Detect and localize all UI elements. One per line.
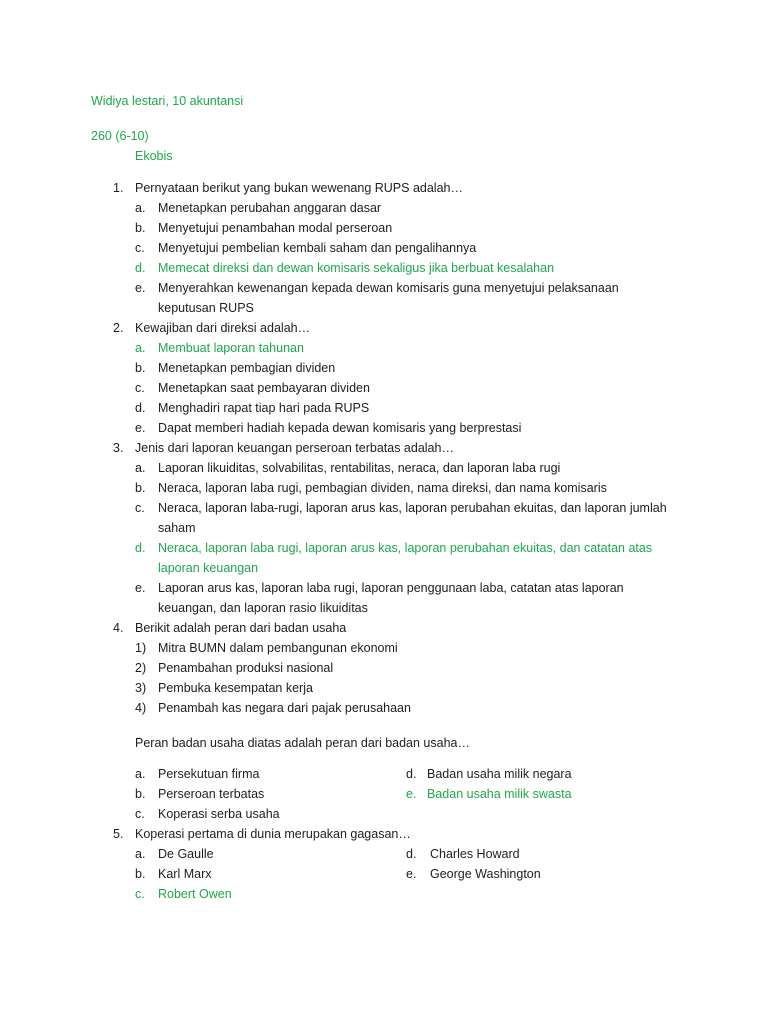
- option-label: e.: [135, 421, 146, 435]
- option-label: a.: [135, 767, 146, 781]
- item-text: Pembuka kesempatan kerja: [158, 681, 313, 695]
- page-reference: 260 (6-10): [91, 129, 149, 143]
- option-label-correct: d.: [135, 261, 146, 275]
- option-text: George Washington: [430, 867, 541, 881]
- option-text-continued: saham: [158, 521, 196, 535]
- option-label: e.: [135, 281, 146, 295]
- option-label: c.: [135, 381, 145, 395]
- option-text-continued: keuangan, dan laporan rasio likuiditas: [158, 601, 368, 615]
- option-text-correct: Memecat direksi dan dewan komisaris sekaligus jika berbuat kesalahan: [158, 261, 555, 275]
- option-label-correct: e.: [406, 787, 417, 801]
- option-label-correct: a.: [135, 341, 146, 355]
- question-text: Kewajiban dari direksi adalah…: [135, 321, 311, 335]
- question-number: 2.: [113, 321, 124, 335]
- question-text: Pernyataan berikut yang bukan wewenang RUPS adalah…: [135, 181, 463, 195]
- option-text: De Gaulle: [158, 847, 214, 861]
- item-label: 1): [135, 641, 147, 655]
- option-label: b.: [135, 787, 146, 801]
- option-text: Perseroan terbatas: [158, 787, 265, 801]
- option-label: b.: [135, 481, 146, 495]
- item-text: Penambahan produksi nasional: [158, 661, 334, 675]
- option-text-continued: keputusan RUPS: [158, 301, 254, 315]
- option-label-correct: d.: [135, 541, 146, 555]
- option-text: Badan usaha milik negara: [427, 767, 572, 781]
- option-label: c.: [135, 807, 145, 821]
- subject-title: Ekobis: [135, 149, 173, 163]
- option-text: Laporan likuiditas, solvabilitas, rentabilitas, neraca, dan laporan laba rugi: [158, 461, 561, 475]
- question-text: Berikit adalah peran dari badan usaha: [135, 621, 347, 635]
- option-label: a.: [135, 847, 146, 861]
- option-text: Charles Howard: [430, 847, 520, 861]
- option-label: b.: [135, 361, 146, 375]
- option-text: Neraca, laporan laba-rugi, laporan arus kas, laporan perubahan ekuitas, dan laporan jumlah: [158, 501, 667, 515]
- option-text: Persekutuan firma: [158, 767, 260, 781]
- option-label: d.: [406, 767, 417, 781]
- option-label: b.: [135, 221, 146, 235]
- option-text-correct-continued: laporan keuangan: [158, 561, 259, 575]
- option-label: c.: [135, 241, 145, 255]
- option-text: Karl Marx: [158, 867, 212, 881]
- option-label: d.: [406, 847, 417, 861]
- option-text-correct: Neraca, laporan laba rugi, laporan arus kas, laporan perubahan ekuitas, dan catatan atas: [158, 541, 653, 555]
- option-label: b.: [135, 867, 146, 881]
- option-label: d.: [135, 401, 146, 415]
- item-label: 4): [135, 701, 147, 715]
- option-label-correct: c.: [135, 887, 145, 901]
- option-text: Menyerahkan kewenangan kepada dewan komisaris guna menyetujui pelaksanaan: [158, 281, 619, 295]
- question-prompt: Peran badan usaha diatas adalah peran dari badan usaha…: [135, 736, 470, 750]
- option-text: Menetapkan pembagian dividen: [158, 361, 336, 375]
- option-text: Menetapkan perubahan anggaran dasar: [158, 201, 382, 215]
- question-text: Jenis dari laporan keuangan perseroan terbatas adalah…: [135, 441, 454, 455]
- option-text: Menyetujui pembelian kembali saham dan pengalihannya: [158, 241, 477, 255]
- question-number: 3.: [113, 441, 124, 455]
- item-label: 3): [135, 681, 147, 695]
- option-text-correct: Badan usaha milik swasta: [427, 787, 572, 801]
- option-label: a.: [135, 461, 146, 475]
- item-text: Penambah kas negara dari pajak perusahaan: [158, 701, 411, 715]
- option-text: Menetapkan saat pembayaran dividen: [158, 381, 370, 395]
- option-text: Menyetujui penambahan modal perseroan: [158, 221, 393, 235]
- option-text: Neraca, laporan laba rugi, pembagian dividen, nama direksi, dan nama komisaris: [158, 481, 607, 495]
- question-number: 1.: [113, 181, 124, 195]
- option-text: Koperasi serba usaha: [158, 807, 280, 821]
- option-text: Menghadiri rapat tiap hari pada RUPS: [158, 401, 370, 415]
- question-text: Koperasi pertama di dunia merupakan gagasan…: [135, 827, 411, 841]
- author-line: Widiya lestari, 10 akuntansi: [91, 94, 244, 108]
- option-text-correct: Membuat laporan tahunan: [158, 341, 304, 355]
- option-text: Laporan arus kas, laporan laba rugi, laporan penggunaan laba, catatan atas laporan: [158, 581, 624, 595]
- option-text: Dapat memberi hadiah kepada dewan komisaris yang berprestasi: [158, 421, 522, 435]
- item-text: Mitra BUMN dalam pembangunan ekonomi: [158, 641, 398, 655]
- question-number: 4.: [113, 621, 124, 635]
- option-text-correct: Robert Owen: [158, 887, 232, 901]
- option-label: e.: [135, 581, 146, 595]
- option-label: e.: [406, 867, 417, 881]
- item-label: 2): [135, 661, 147, 675]
- question-number: 5.: [113, 827, 124, 841]
- option-label: c.: [135, 501, 145, 515]
- option-label: a.: [135, 201, 146, 215]
